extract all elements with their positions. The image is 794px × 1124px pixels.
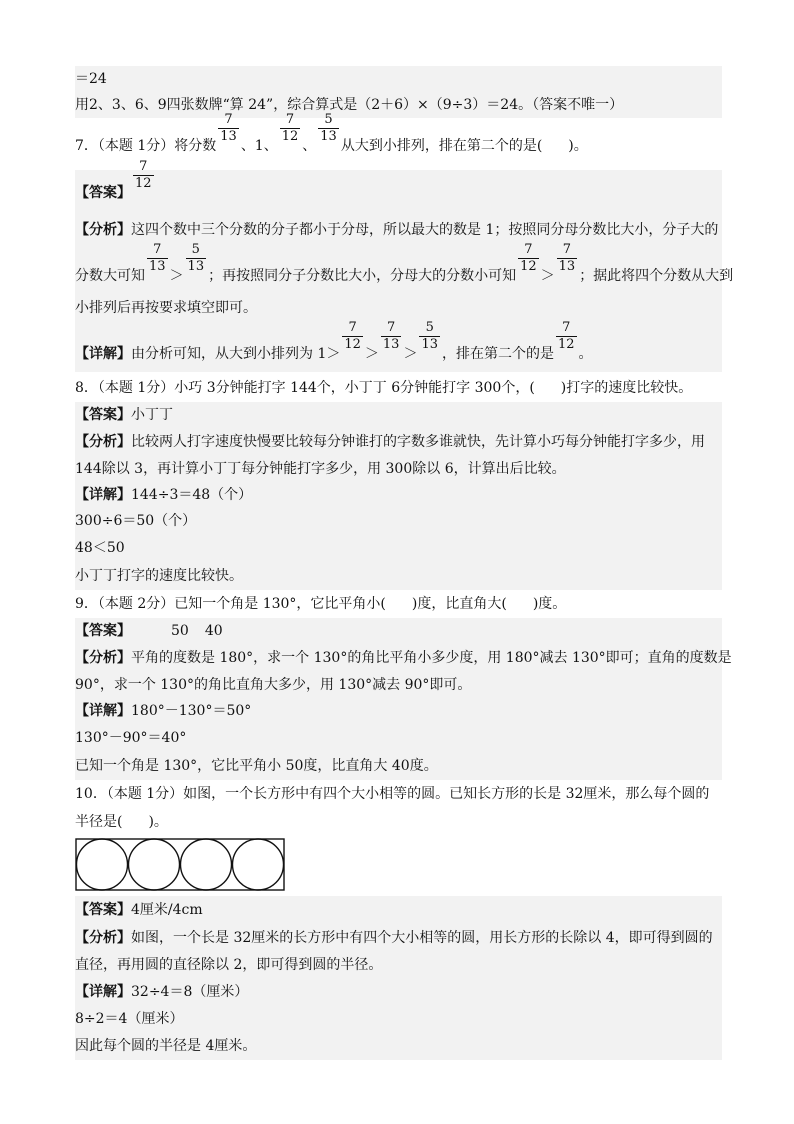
prev-answer-explanation (75, 92, 722, 118)
q8-stem: 8．（本题 1分）小巧 3分钟能打字 144个，小丁丁 6分钟能打字 300个，( )打字的速度比较快。 (75, 380, 693, 396)
q10-detail-1: 【详解】32÷4＝8（厘米） (75, 978, 722, 1006)
q8-analysis-line-2: 144除以 3，再计算小丁丁每分钟能打字多少，用 300除以 6，计算出后比较。 (75, 456, 722, 482)
q7-fraction-2: $\frac{7}{12}$ (281, 111, 299, 144)
q7-stem-text: 7．（本题 1分）将分数 (75, 138, 217, 154)
q7-detail: 【详解】由分析可知，从大到小排列为 1＞ $\frac{7}{12}$ ＞ $\frac{7}{13}$ ＞ $\frac{5}{13}$ ，排在第二个的是 $\frac{7}{12}$ 。 (75, 322, 722, 372)
rectangle-with-four-circles-figure (75, 838, 287, 892)
q10-detail-3: 因此每个圆的半径是 4厘米。 (75, 1032, 722, 1060)
q7-fraction-1: $\frac{7}{13}$ (220, 111, 237, 144)
detail-label: 【详解】 (75, 346, 131, 362)
analysis-label: 【分析】 (75, 222, 131, 238)
q10-stem-line-2: 半径是( )。 (75, 814, 168, 830)
q9-answer: 【答案】 50 40 (75, 618, 722, 644)
q8-detail-1: 【详解】144÷3＝48（个） (75, 482, 722, 508)
q10-analysis-line-1: 【分析】如图，一个长是 32厘米的长方形中有四个大小相等的圆，用长方形的长除以 4，即可得到圆的 (75, 924, 722, 952)
q7-stem: 7．（本题 1分）将分数 $\frac{7}{13}$ 、1、 $\frac{7}{12}$ 、 $\frac{5}{13}$ 从大到小排列，排在第二个的是( )。 (75, 111, 588, 154)
q7-fraction-3: $\frac{5}{13}$ (320, 111, 337, 144)
prev-line-2: 用2、3、6、9四张数牌“算 24”，综合算式是（2＋6）×（9÷3）＝24。（答案不唯一） (75, 97, 624, 113)
prev-answer-tail (75, 66, 722, 92)
q8-analysis-line-1: 【分析】比较两人打字速度快慢要比较每分钟谁打的字数多谁就快，先计算小巧每分钟能打字多少，用 (75, 428, 722, 456)
q7-answer-fraction: $\frac{7}{12}$ (135, 158, 152, 191)
answer-label: 【答案】 (75, 185, 131, 201)
q8-detail-2: 300÷6＝50（个） (75, 508, 722, 534)
q9-stem: 9．（本题 2分）已知一个角是 130°，它比平角小( )度，比直角大( )度。 (75, 596, 567, 612)
q8-answer: 【答案】小丁丁 (75, 402, 722, 428)
q7-answer (75, 158, 722, 216)
q10-analysis-line-2: 直径，再用圆的直径除以 2，即可得到圆的半径。 (75, 952, 722, 978)
q7-analysis-line-1: 【分析】这四个数中三个分数的分子都小于分母，所以最大的数是 1；按照同分母分数比大小，分子大的 (75, 216, 722, 244)
q9-detail-2: 130°－90°＝40° (75, 724, 722, 752)
q7-analysis-line-2: 分数大可知 $\frac{7}{13}$ ＞ $\frac{5}{13}$ ；再按照同分子分数比大小，分母大的分数小可知 $\frac{7}{12}$ ＞ $\frac{7}{13}$ ；据此将四个分数从大到 (75, 244, 722, 294)
q9-analysis-line-2: 90°，求一个 130°的角比直角大多少，用 130°减去 90°即可。 (75, 672, 722, 698)
q8-detail-4: 小丁丁打字的速度比较快。 (75, 562, 722, 590)
q9-detail-3: 已知一个角是 130°，它比平角小 50度，比直角大 40度。 (75, 752, 722, 780)
q9-analysis-line-1: 【分析】平角的度数是 180°，求一个 130°的角比平角小多少度，用 180°减去 130°即可；直角的度数是 (75, 644, 722, 672)
q10-detail-2: 8÷2＝4（厘米） (75, 1006, 722, 1032)
q10-answer: 【答案】4厘米/4cm (75, 896, 722, 924)
q7-analysis-line-3: 小排列后再按要求填空即可。 (75, 294, 722, 322)
q10-stem-line-1: 10．（本题 1分）如图，一个长方形中有四个大小相等的圆。已知长方形的长是 32厘米，那么每个圆的 (75, 786, 710, 802)
q9-detail-1: 【详解】180°－130°＝50° (75, 698, 722, 724)
prev-line-1: ＝24 (75, 71, 107, 87)
q8-detail-3: 48＜50 (75, 534, 722, 562)
